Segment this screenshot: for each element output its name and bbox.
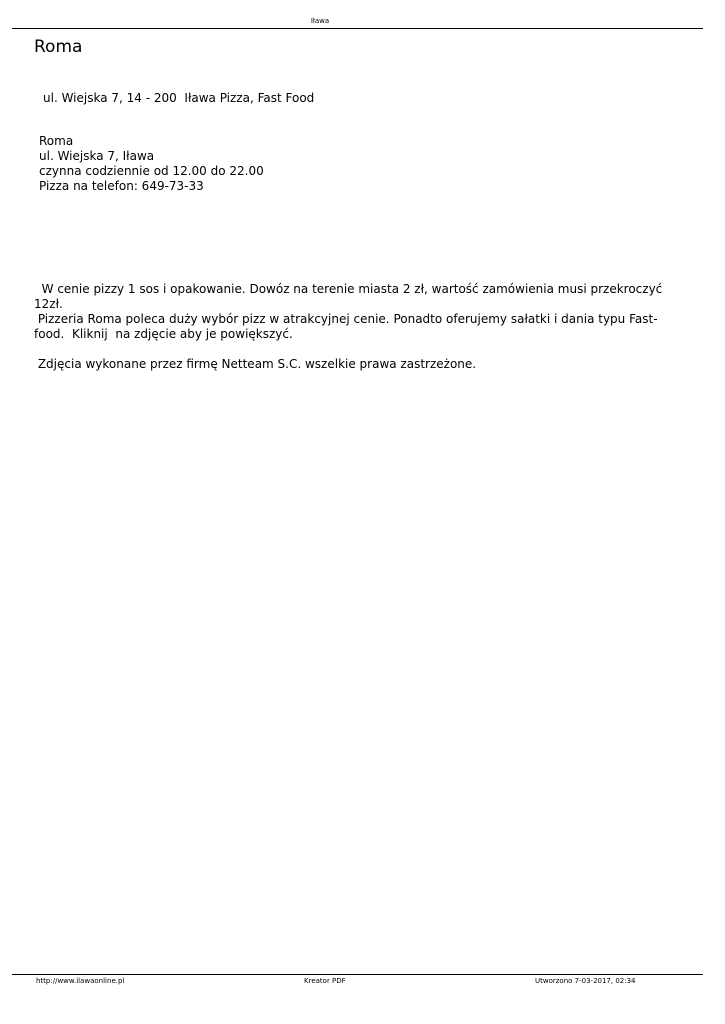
header-divider: [12, 28, 703, 29]
address-line: ul. Wiejska 7, 14 - 200 Iława Pizza, Fast Food: [43, 91, 315, 105]
footer-url-link[interactable]: http://www.ilawaonline.pl: [36, 977, 125, 985]
description: [34, 282, 684, 372]
footer-creator: Kreator PDF: [304, 977, 346, 985]
paragraph-spacer: [34, 342, 684, 357]
info-name: Roma: [39, 134, 74, 148]
info-block: [39, 134, 264, 194]
footer-created-date: Utworzono 7-03-2017, 02:34: [535, 977, 636, 985]
header-city: Iława: [310, 17, 330, 25]
description-paragraph-copyright: Zdjęcia wykonane przez firmę Netteam S.C. wszelkie prawa zastrzeżone.: [34, 357, 477, 371]
footer-divider: [12, 974, 703, 975]
page-title: Roma: [34, 37, 83, 57]
info-hours: czynna codziennie od 12.00 do 22.00: [39, 164, 264, 178]
description-paragraph-delivery: W cenie pizzy 1 sos i opakowanie. Dowóz na terenie miasta 2 zł, wartość zamówienia musi przekroczyć 12zł.: [34, 282, 667, 311]
description-paragraph-offer: Pizzeria Roma poleca duży wybór pizz w atrakcyjnej cenie. Ponadto oferujemy sałatki i dania typu Fast-food. Kliknij na zdjęcie aby je powiększyć.: [34, 312, 658, 341]
info-phone: Pizza na telefon: 649-73-33: [39, 179, 204, 193]
info-street: ul. Wiejska 7, Iława: [39, 149, 155, 163]
page-header: [0, 0, 725, 30]
page-footer: [0, 968, 725, 998]
